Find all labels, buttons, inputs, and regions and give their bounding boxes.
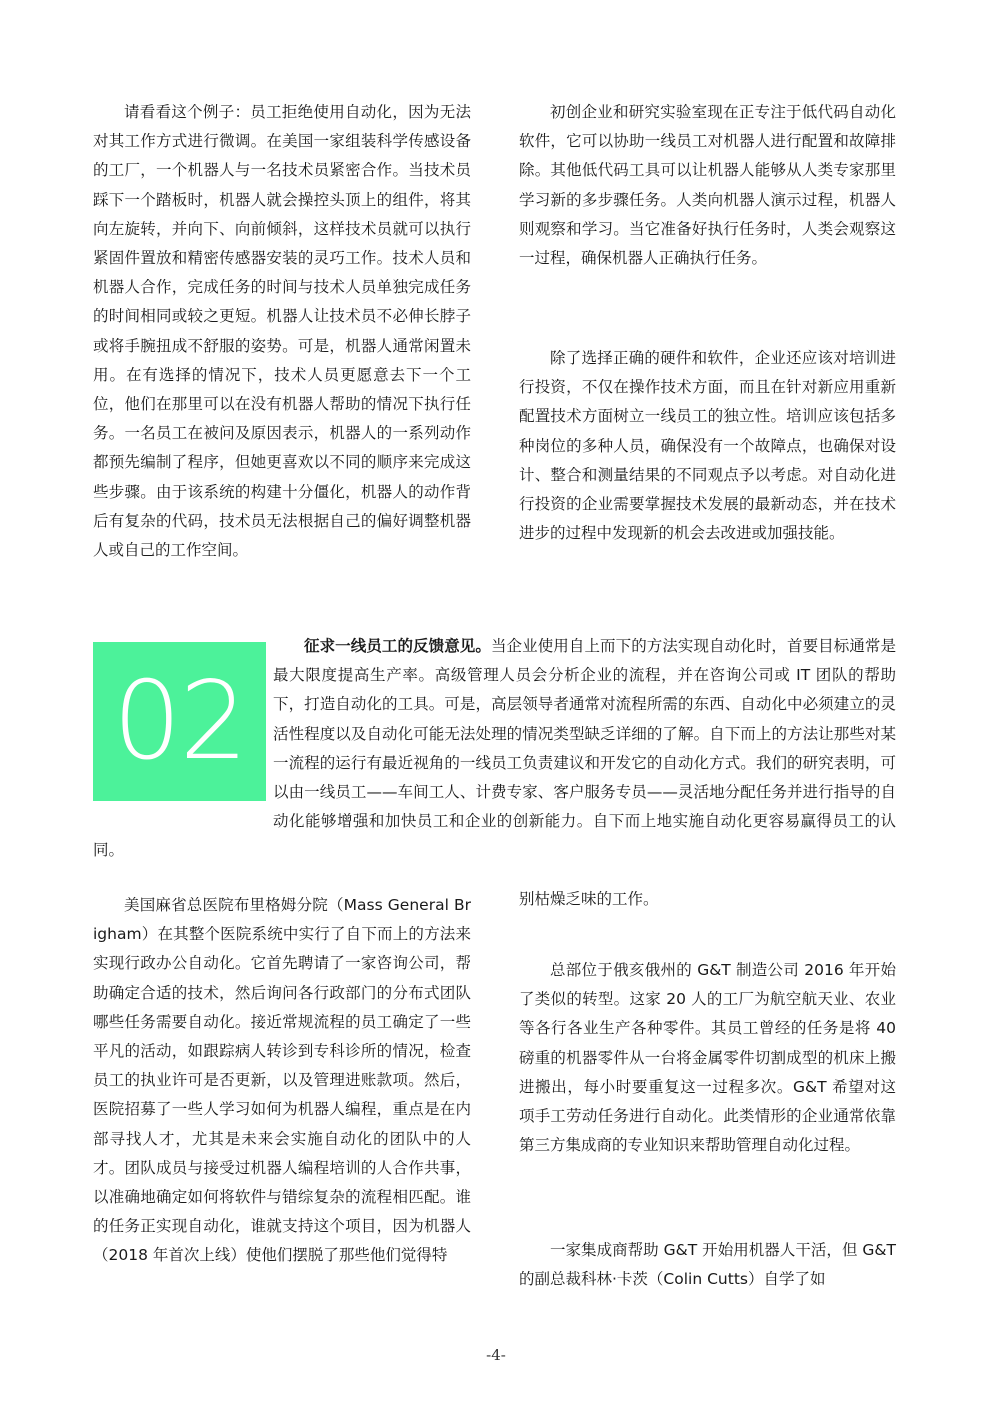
paragraph-low-code-software: 初创企业和研究实验室现在正专注于低代码自动化软件，它可以协助一线员工对机器人进行配置和故障排除。其他低代码工具可以让机器人能够从人类专家那里学习新的多步骤任务。人类向机器人演示过程，机器人则观察和学习。当它准备好执行任务时，人类会观察这一过程，确保机器人正确执行任务。 [519, 103, 896, 268]
paragraph-robot-example: 请看看这个例子：员工拒绝使用自动化，因为无法对其工作方式进行微调。在美国一家组装科学传感设备的工厂，一个机器人与一名技术员紧密合作。当技术员踩下一个踏板时，机器人就会操控头顶上的组件，将其向左旋转，并向下、向前倾斜，这样技术员就可以执行紧固件置放和精密传感器安装的灵巧工作。技术人员和机器人合作，完成任务的时间与技术人员单独完成任务的时间相同或较之更短。机器人让技术员不必伸长脖子或将手腕扭成不舒服的姿势。可是，机器人通常闲置未用。在有选择的情况下，技术人员更愿意去下一个工位，他们在那里可以在没有机器人帮助的情况下执行任务。一名员工在被问及原因表示，机器人的一系列动作都预先编制了程序，但她更喜欢以不同的顺序来完成这些步骤。由于该系统的构建十分僵化，机器人的动作背后有复杂的代码，技术员无法根据自己的偏好调整机器人或自己的工作空间。 [93, 103, 471, 560]
paragraph-training-investment: 除了选择正确的硬件和软件，企业还应该对培训进行投资，不仅在操作技术方面，而且在针对新应用重新配置技术方面树立一线员工的独立性。培训应该包括多种岗位的多种人员，确保没有一个故障点，也确保对设计、整合和测量结果的不同观点予以考虑。对自动化进行投资的企业需要掌握技术发展的最新动态，并在技术进步的过程中发现新的机会去改进或加强技能。 [519, 349, 896, 543]
section-number: 02 [112, 658, 247, 784]
paragraph-gt-manufacturing: 总部位于俄亥俄州的 G&T 制造公司 2016 年开始了类似的转型。这家 20 人的工厂为航空航天业、农业等各行各业生产各种零件。其员工曾经的任务是将 40 磅重的机器零件从一台将金属零件切割成型的机床上搬进搬出，每小时要重复这一过程多次。G&T 希望对这项手工劳动任务进行自动化。此类情形的企业通常依靠第三方集成商的专业知识来帮助管理自动化过程。 [519, 961, 896, 1155]
paragraph-continuation: 别枯燥乏味的工作。 [519, 890, 659, 908]
section-feedback-paragraph [93, 632, 896, 866]
section-title: 征求一线员工的反馈意见。 [304, 637, 491, 655]
page-number: -4- [486, 1346, 506, 1364]
section-body: 当企业使用自上而下的方法实现自动化时，首要目标通常是最大限度提高生产率。高级管理人员会分析企业的流程，并在咨询公司或 IT 团队的帮助下，打造自动化的工具。可是，高层领导者通常对流程所需的东西、自动化中必须建立的灵活性程度以及自动化可能无法处理的情况类型缺乏详细的了解。自下而上的方法让那些对某一流程的运行有最近视角的一线员工负责建议和开发它的自动化方式。我们的研究表明，可以由一线员工——车间工人、计费专家、客户服务专员——灵活地分配任务并进行指导的自动化能够增强和加快员工和企业的创新能力。自下而上地实施自动化更容易赢得员工的认同。 [93, 637, 896, 860]
paragraph-integrator: 一家集成商帮助 G&T 开始用机器人干活，但 G&T 的副总裁科林·卡茨（Colin Cutts）自学了如 [519, 1241, 896, 1289]
paragraph-mass-general-brigham: 美国麻省总医院布里格姆分院（Mass General Brigham）在其整个医院系统中实行了自下而上的方法来实现行政办公自动化。它首先聘请了一家咨询公司，帮助确定合适的技术，然后询问各行政部门的分布式团队哪些任务需要自动化。接近常规流程的员工确定了一些平凡的活动，如跟踪病人转诊到专科诊所的情况，检查员工的执业许可是否更新，以及管理进账款项。然后，医院招募了一些人学习如何为机器人编程，重点是在内部寻找人才，尤其是未来会实施自动化的团队中的人才。团队成员与接受过机器人编程培训的人合作共事，以准确地确定如何将软件与错综复杂的流程相匹配。谁的任务正实现自动化，谁就支持这个项目，因为机器人（2018 年首次上线）使他们摆脱了那些他们觉得特 [93, 896, 471, 1265]
